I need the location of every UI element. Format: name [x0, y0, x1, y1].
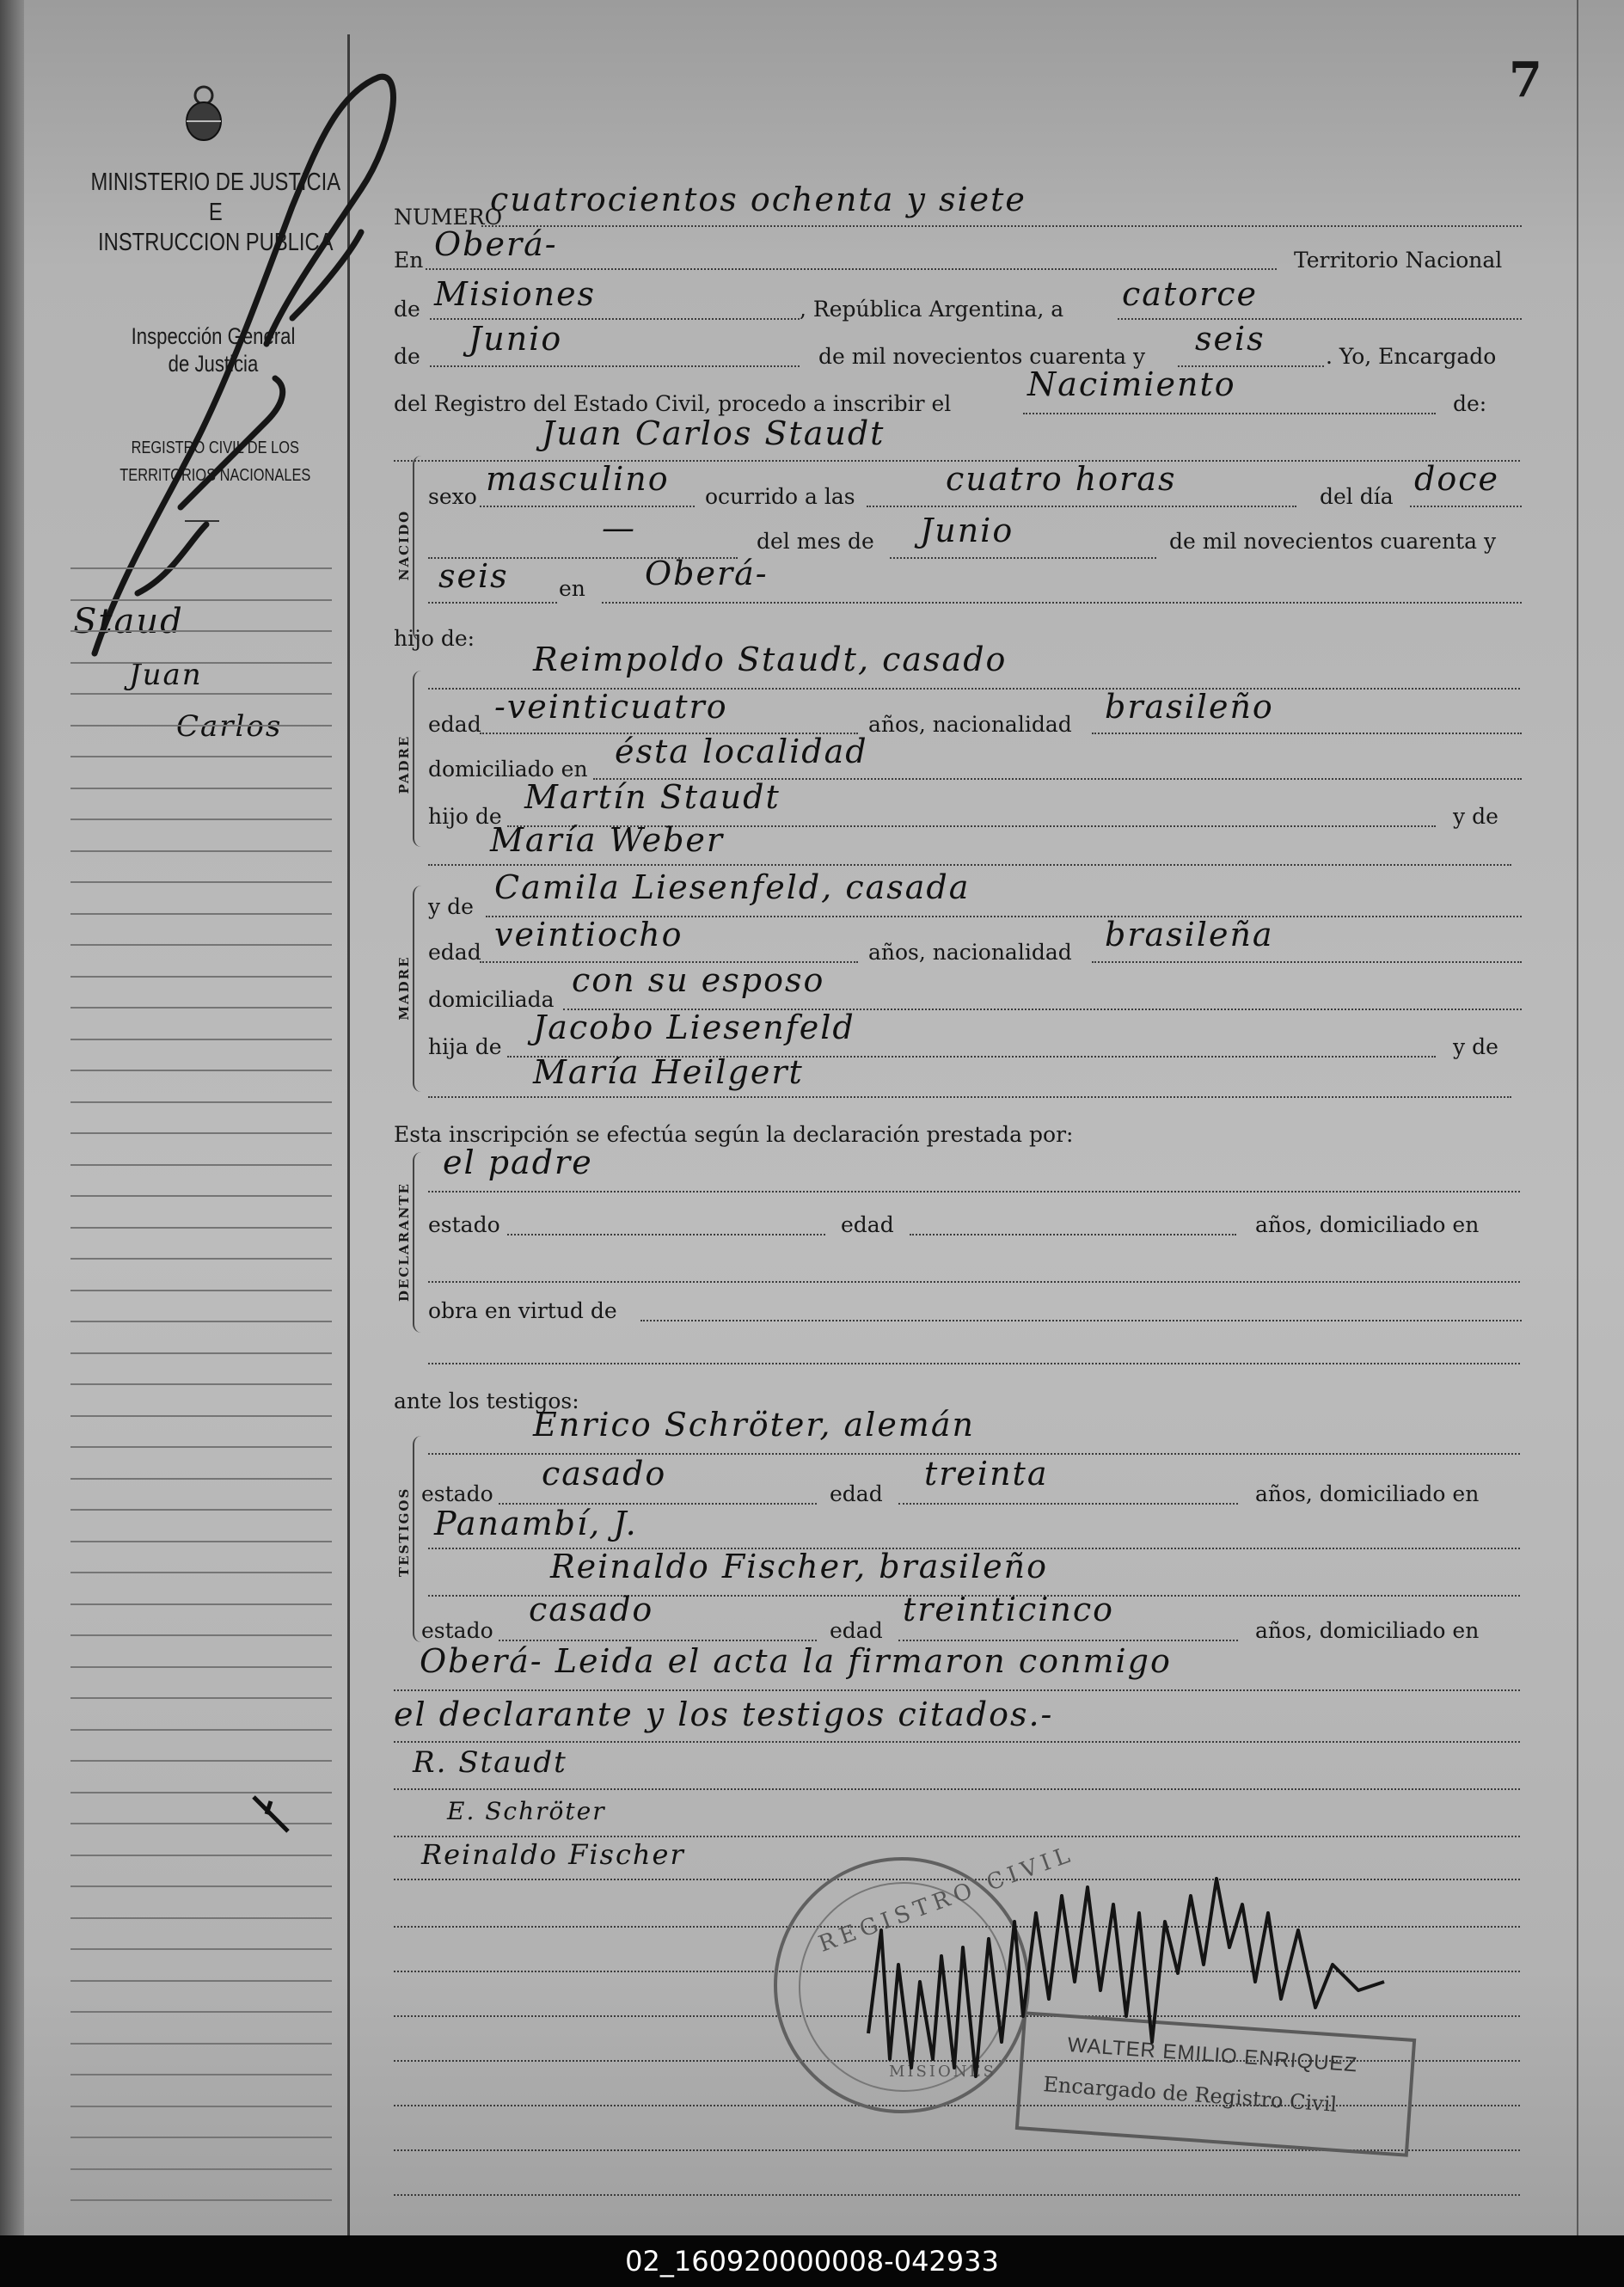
t1-estado-label: estado: [421, 1481, 493, 1506]
padre-name: Reimpoldo Staudt, casado: [533, 641, 1008, 678]
del-mes-label: del mes de: [757, 529, 874, 554]
stamp-round-text: REGISTRO CIVIL: [815, 1841, 1079, 1958]
lugar-value: Oberá-: [645, 555, 769, 592]
left-ruled-line: [70, 1948, 332, 1950]
padre-anios-label: años, nacionalidad: [868, 712, 1072, 737]
left-ruled-line: [70, 1101, 332, 1103]
left-ruled-line: [70, 1352, 332, 1354]
mes-value: Junio: [920, 512, 1014, 549]
left-ruled-line: [70, 1070, 332, 1071]
page-edge: [1577, 0, 1578, 2235]
padre-edad-label: edad: [428, 712, 481, 737]
decl-anios-label: años, domiciliado en: [1255, 1212, 1480, 1237]
madre-dom-label: domiciliada: [428, 987, 555, 1012]
registry-line-1: REGISTRO CIVIL DE LOS: [131, 438, 299, 457]
stamp-box-line-1: WALTER EMILIO ENRIQUEZ: [1066, 2033, 1358, 2077]
hora-value: cuatro horas: [946, 460, 1177, 498]
abuelo-materno: Jacobo Liesenfeld: [533, 1009, 855, 1046]
t2-edad: treinticinco: [903, 1591, 1115, 1628]
section-label-nacido: NACIDO: [396, 509, 412, 581]
left-ruled-line: [70, 1164, 332, 1166]
image-caption: 02_160920000008-042933: [0, 2235, 1624, 2287]
section-label-padre: PADRE: [396, 734, 412, 794]
registry-line-2: TERRITORIOS NACIONALES: [120, 466, 311, 485]
binding-shadow: [0, 0, 24, 2235]
madre-nacionalidad: brasileña: [1105, 916, 1274, 953]
margin-note-given-2: Carlos: [176, 709, 283, 744]
left-ruled-line: [70, 1855, 332, 1856]
left-ruled-line: [70, 2106, 332, 2107]
ministry-line-3: INSTRUCCION PUBLICA: [98, 228, 334, 256]
blank-dotted-line: [394, 2194, 1520, 2196]
left-ruled-line: [70, 1729, 332, 1731]
left-ruled-line: [70, 1541, 332, 1542]
left-ruled-line: [70, 1634, 332, 1636]
signature-fischer: Reinaldo Fischer: [421, 1838, 685, 1871]
official-signature: [851, 1861, 1401, 2102]
left-ruled-line: [70, 2137, 332, 2138]
left-ruled-line: [70, 913, 332, 915]
dia-value: doce: [1414, 460, 1499, 498]
hijo-label: hijo de:: [394, 626, 475, 651]
left-ruled-line: [70, 1917, 332, 1919]
left-ruled-line: [70, 1572, 332, 1573]
padre-edad: -veinticuatro: [494, 688, 728, 726]
del-dia-label: del día: [1320, 484, 1394, 509]
left-ruled-line: [70, 1980, 332, 1982]
t2-estado-label: estado: [421, 1618, 493, 1643]
margin-note-given-1: Juan: [129, 658, 203, 692]
act-type-value: Nacimiento: [1027, 365, 1236, 403]
inspection-line-2: de Justicia: [168, 351, 259, 377]
month-value: Junio: [469, 320, 563, 358]
mil-label: de mil novecientos cuarenta y: [1169, 529, 1497, 554]
sexo-label: sexo: [428, 484, 477, 509]
person-name: Juan Carlos Staudt: [542, 414, 886, 452]
closing-line-2: el declarante y los testigos citados.-: [394, 1695, 1054, 1733]
padre-hijo-label: hijo de: [428, 804, 502, 829]
decl-estado-label: estado: [428, 1212, 500, 1237]
left-ruled-line: [70, 2199, 332, 2201]
left-ruled-line: [70, 1697, 332, 1699]
left-ruled-line: [70, 599, 332, 601]
t1-edad: treinta: [924, 1455, 1049, 1493]
margin-signature-scrawl: [69, 60, 413, 679]
year-value: seis: [1195, 320, 1265, 358]
stamp-round-bottom: MISIONES: [889, 2063, 996, 2081]
madre-edad-label: edad: [428, 940, 481, 965]
left-ruled-line: [70, 2043, 332, 2045]
abuela-materna: María Heilgert: [533, 1053, 804, 1091]
left-ruled-line: [70, 756, 332, 757]
year-label: de mil novecientos cuarenta y: [818, 344, 1146, 369]
margin-note-surname: Staud: [73, 602, 184, 641]
left-ruled-line: [70, 2168, 332, 2170]
left-ruled-line: [70, 1227, 332, 1229]
testigo-2-name: Reinaldo Fischer, brasileño: [550, 1548, 1049, 1585]
en2-label: en: [559, 576, 585, 601]
left-ruled-line: [70, 1603, 332, 1605]
left-ruled-line: [70, 1195, 332, 1197]
ministry-line-1: MINISTERIO DE JUSTICIA: [90, 169, 341, 196]
left-ruled-line: [70, 1007, 332, 1009]
t2-anios-label: años, domiciliado en: [1255, 1618, 1480, 1643]
left-ruled-line: [70, 2074, 332, 2075]
madre-anios-label: años, nacionalidad: [868, 940, 1072, 965]
declarante-value: el padre: [443, 1144, 593, 1181]
left-ruled-line: [70, 819, 332, 820]
y-de-label-2: y de: [1453, 1034, 1498, 1059]
y-de-label-1: y de: [1453, 804, 1498, 829]
left-ruled-line: [70, 1760, 332, 1762]
left-ruled-line: [70, 662, 332, 664]
stamp-box-line-2: Encargado de Registro Civil: [1042, 2072, 1338, 2117]
abuela-paterna: María Weber: [490, 821, 725, 859]
ocurrido-label: ocurrido a las: [705, 484, 855, 509]
left-ruled-line: [70, 788, 332, 789]
left-ruled-line: [70, 1509, 332, 1511]
padre-dom-label: domiciliado en: [428, 757, 588, 782]
left-ruled-line: [70, 630, 332, 632]
left-ruled-line: [70, 2011, 332, 2013]
y-de-label: y de: [428, 894, 474, 919]
decl-edad-label: edad: [841, 1212, 894, 1237]
margin-mark-icon: [245, 1788, 297, 1840]
madre-name: Camila Liesenfeld, casada: [494, 868, 971, 906]
padre-domicilio: ésta localidad: [615, 733, 868, 770]
left-ruled-line: [70, 1446, 332, 1448]
inspection-line-1: Inspección General: [131, 323, 296, 349]
madre-domicilio: con su esposo: [572, 961, 825, 999]
section-label-testigos: TESTIGOS: [396, 1487, 412, 1577]
day-value: catorce: [1122, 275, 1259, 313]
registro-label: del Registro del Estado Civil, procedo a inscribir el: [394, 391, 952, 416]
page-number: 7: [1509, 52, 1542, 108]
t2-edad-label: edad: [830, 1618, 883, 1643]
t1-domicilio: Panambí, J.: [434, 1505, 638, 1542]
testigos-label: ante los testigos:: [394, 1389, 579, 1413]
signature-schroter: E. Schröter: [447, 1797, 606, 1825]
padre-nacionalidad: brasileño: [1105, 688, 1274, 726]
left-ruled-line: [70, 881, 332, 883]
madre-edad: veintiocho: [494, 916, 683, 953]
left-ruled-line: [70, 693, 332, 695]
left-ruled-line: [70, 1321, 332, 1322]
decl-obra-label: obra en virtud de: [428, 1298, 617, 1323]
republica-label: , República Argentina, a: [800, 297, 1064, 322]
left-ruled-line: [70, 1290, 332, 1291]
t1-estado: casado: [542, 1455, 667, 1493]
left-ruled-line: [70, 1132, 332, 1134]
t2-estado: casado: [529, 1591, 654, 1628]
month-label: de: [394, 344, 420, 369]
numero-value: cuatrocientos ochenta y siete: [490, 181, 1026, 218]
left-ruled-line: [70, 976, 332, 978]
de-colon-label: de:: [1453, 391, 1487, 416]
inscripcion-label: Esta inscripción se efectúa según la declaración prestada por:: [394, 1122, 1074, 1147]
left-ruled-line: [70, 944, 332, 946]
left-ruled-line: [70, 1666, 332, 1668]
en-value: Oberá-: [434, 225, 558, 263]
signature-staudt: R. Staudt: [413, 1745, 567, 1780]
left-ruled-line: [70, 1258, 332, 1260]
sexo-value: masculino: [486, 460, 670, 498]
left-ruled-line: [70, 1383, 332, 1385]
section-label-madre: MADRE: [396, 955, 412, 1021]
left-ruled-line: [70, 567, 332, 569]
de-label: de: [394, 297, 420, 322]
ministry-line-2: E: [208, 198, 223, 226]
section-label-declarante: DECLARANTE: [396, 1182, 412, 1302]
territorio-label: Territorio Nacional: [1294, 248, 1503, 273]
left-ruled-line: [70, 1039, 332, 1040]
left-ruled-line: [70, 1415, 332, 1417]
left-ruled-line: [70, 1478, 332, 1480]
closing-line-1: Oberá- Leida el acta la firmaron conmigo: [420, 1642, 1172, 1680]
dia-dash: —: [602, 509, 636, 547]
left-ruled-line: [70, 850, 332, 852]
t1-edad-label: edad: [830, 1481, 883, 1506]
left-ruled-line: [70, 725, 332, 727]
en-label: En: [394, 248, 424, 273]
t1-anios-label: años, domiciliado en: [1255, 1481, 1480, 1506]
numero-label: NUMERO: [394, 205, 503, 230]
provincia-value: Misiones: [434, 275, 597, 313]
abuelo-paterno: Martín Staudt: [524, 778, 781, 816]
madre-hija-label: hija de: [428, 1034, 502, 1059]
anio-value: seis: [438, 557, 509, 595]
testigo-1-name: Enrico Schröter, alemán: [533, 1406, 975, 1444]
left-ruled-line: [70, 1885, 332, 1887]
yo-label: . Yo, Encargado: [1326, 344, 1497, 369]
